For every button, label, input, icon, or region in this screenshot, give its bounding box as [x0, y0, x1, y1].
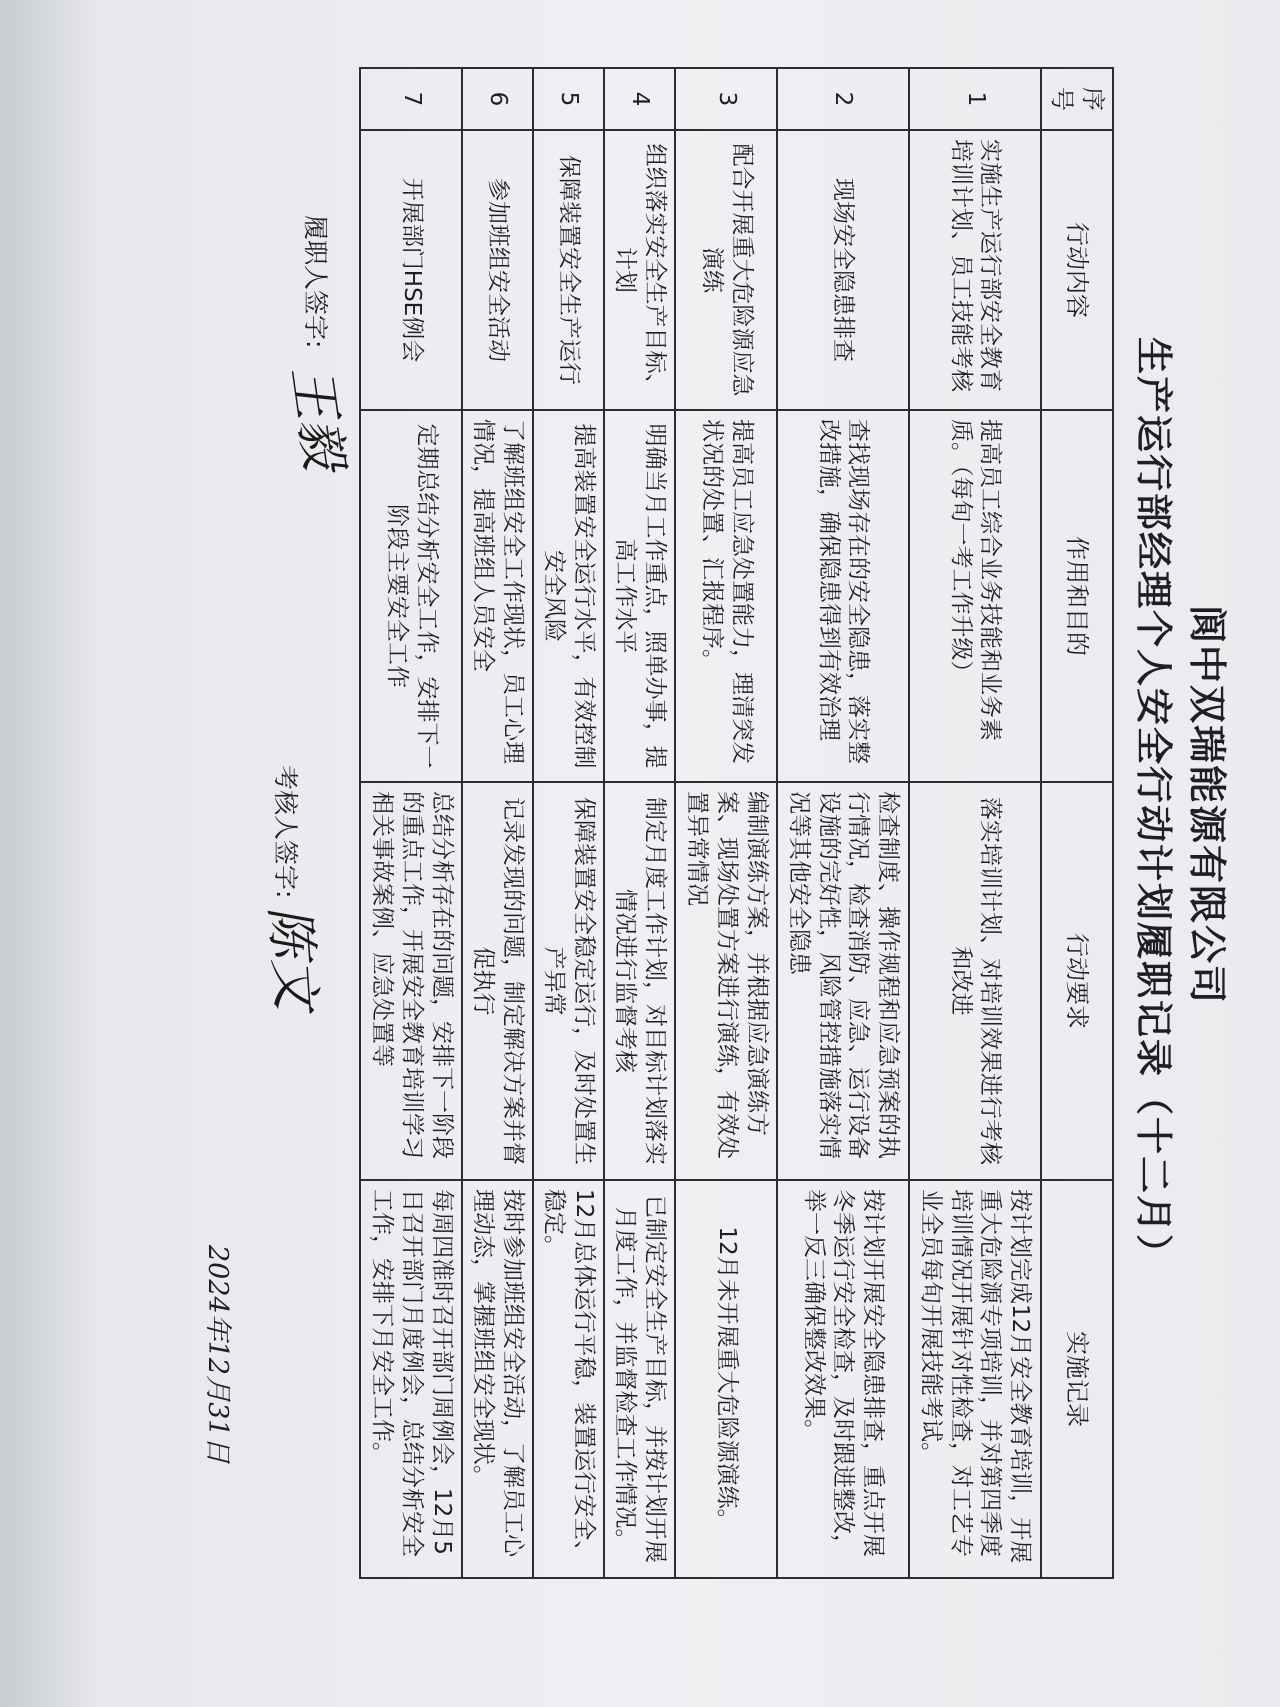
- row-purpose: 定期总结分析安全工作，安排下一阶段主要安全工作: [360, 410, 462, 782]
- document-page: [120, 5, 1240, 1605]
- header-purpose: 作用和目的: [1041, 410, 1113, 782]
- row-record: 12月总体运行平稳，装置运行安全、稳定。: [533, 1180, 604, 1578]
- row-no: 5: [533, 68, 604, 130]
- row-record: 每周四准时召开部门周例会，12月5日召开部门月度例会，总结分析安全工作，安排下月安全工作。: [360, 1180, 462, 1578]
- row-no: 4: [604, 68, 675, 130]
- row-action: 组织落实安全生产目标、计划: [604, 130, 675, 410]
- row-no: 3: [675, 68, 777, 130]
- row-record: 12月未开展重大危险源演练。: [675, 1180, 777, 1578]
- performer-signature: 王毅: [280, 362, 354, 474]
- header-requirement: 行动要求: [1041, 782, 1113, 1180]
- row-requirement: 保障装置安全稳定运行，及时处置生产异常: [533, 782, 604, 1180]
- row-purpose: 查找现场存在的安全隐患，落实整改措施，确保隐患得到有效治理: [777, 410, 909, 782]
- header-record: 实施记录: [1041, 1180, 1113, 1578]
- table-row: [360, 68, 462, 1578]
- row-no: 1: [909, 68, 1041, 130]
- row-record: 已制定安全生产目标，并按计划开展月度工作，并监督检查工作情况。: [604, 1180, 675, 1578]
- row-action: 参加班组安全活动: [462, 130, 533, 410]
- table-row: [777, 68, 909, 1578]
- table-row: [909, 68, 1041, 1578]
- row-action: 保障装置安全生产运行: [533, 130, 604, 410]
- row-requirement: 制定月度工作计划，对目标计划落实情况进行监督考核: [604, 782, 675, 1180]
- row-no: 2: [777, 68, 909, 130]
- row-purpose: 提高装置安全运行水平，有效控制安全风险: [533, 410, 604, 782]
- table-row: [604, 68, 675, 1578]
- row-requirement: 检查制度、操作规程和应急预案的执行情况，检查消防、应急、运行设备设施的完好性，风险管控措施落实情况等其他安全隐患: [777, 782, 909, 1180]
- document-title: 生产运行部经理个人安全行动计划履职记录（十二月）: [1132, 337, 1175, 1273]
- row-requirement: 编制演练方案，并根据应急演练方案、现场处置方案进行演练，有效处置异常情况: [675, 782, 777, 1180]
- reviewer-signature-label: 考核人签字:: [271, 765, 300, 899]
- header-action: 行动内容: [1041, 130, 1113, 410]
- row-record: 按计划开展安全隐患排查，重点开展冬季运行安全检查，及时跟进整改，举一反三确保整改效果。: [777, 1180, 909, 1578]
- action-plan-table: [359, 67, 1114, 1579]
- header-no: 序号: [1041, 68, 1113, 130]
- row-action: 实施生产运行部安全教育培训计划、员工技能考核: [909, 130, 1041, 410]
- row-action: 开展部门HSE例会: [360, 130, 462, 410]
- row-purpose: 明确当月工作重点，照单办事，提高工作水平: [604, 410, 675, 782]
- document-date: 2024年12月31日: [202, 1245, 233, 1464]
- row-no: 6: [462, 68, 533, 130]
- row-purpose: 提高员工综合业务技能和业务素质。（每旬一考工作升级）: [909, 410, 1041, 782]
- row-requirement: 落实培训计划、对培训效果进行考核和改进: [909, 782, 1041, 1180]
- table-row: [675, 68, 777, 1578]
- row-no: 7: [360, 68, 462, 130]
- row-purpose: 了解班组安全工作现状，员工心理情况，提高班组人员安全: [462, 410, 533, 782]
- reviewer-signature: 陈文: [258, 903, 326, 1012]
- table-row: [533, 68, 604, 1578]
- row-requirement: 总结分析存在的问题，安排下一阶段的重点工作，开展安全教育培训学习相关事故案例、应急处置等: [360, 782, 462, 1180]
- row-action: 现场安全隐患排查: [777, 130, 909, 410]
- row-record: 按计划完成12月安全教育培训，开展重大危险源专项培训，并对第四季度培训情况开展针对性检查，对工艺专业全员每旬开展技能考试。: [909, 1180, 1041, 1578]
- performer-signature-label: 履职人签字:: [301, 215, 330, 349]
- row-action: 配合开展重大危险源应急演练: [675, 130, 777, 410]
- table-header-row: [1041, 68, 1113, 1578]
- row-record: 按时参加班组安全活动，了解员工心理动态，掌握班组安全现状。: [462, 1180, 533, 1578]
- row-purpose: 提高员工应急处置能力，理清突发状况的处置、汇报程序。: [675, 410, 777, 782]
- row-requirement: 记录发现的问题，制定解决方案并督促执行: [462, 782, 533, 1180]
- company-name: 阆中双瑞能源有限公司: [1185, 604, 1229, 1005]
- table-row: [462, 68, 533, 1578]
